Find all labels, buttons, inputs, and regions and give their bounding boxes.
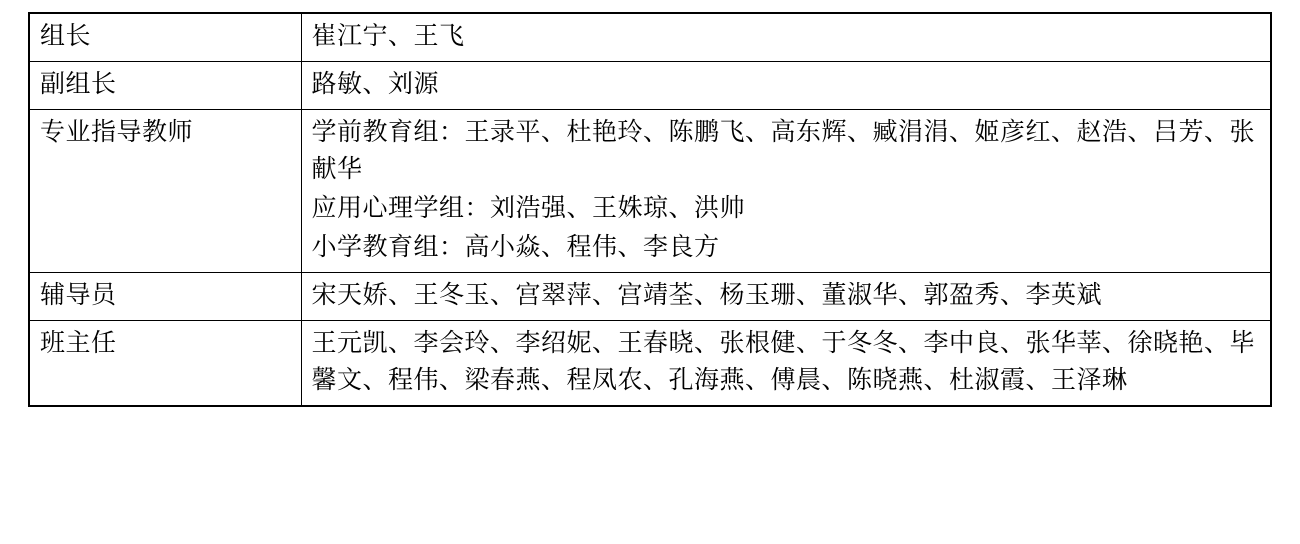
value-line: 路敏、刘源 [311, 71, 440, 98]
row-value-deputy-leader [301, 62, 1271, 110]
value-line: 王元凯、李会玲、李绍妮、王春晓、张根健、于冬冬、李中良、张华莘、徐晓艳、毕馨文、程伟、梁春燕、程凤农、孔海燕、傅晨、陈晓燕、杜淑霞、王泽琳 [311, 330, 1256, 394]
table-row [29, 273, 1271, 321]
roster-table [28, 12, 1272, 407]
value-line: 学前教育组：王录平、杜艳玲、陈鹏飞、高东辉、臧涓涓、姬彦红、赵浩、吕芳、张献华 [311, 119, 1256, 183]
row-label-deputy-leader: 副组长 [29, 62, 301, 110]
roster-table-body [29, 13, 1271, 406]
table-row [29, 13, 1271, 62]
table-row [29, 321, 1271, 407]
value-line: 应用心理学组：刘浩强、王姝琼、洪帅 [311, 195, 746, 222]
value-line: 崔江宁、王飞 [311, 23, 465, 50]
row-label-group-leader: 组长 [29, 13, 301, 62]
row-value-head-teachers [301, 321, 1271, 407]
value-line: 宋天娇、王冬玉、宫翠萍、宫靖荃、杨玉珊、董淑华、郭盈秀、李英斌 [311, 282, 1103, 309]
value-line: 小学教育组：高小焱、程伟、李良方 [311, 234, 720, 261]
table-row [29, 62, 1271, 110]
row-value-group-leader [301, 13, 1271, 62]
row-label-counselors: 辅导员 [29, 273, 301, 321]
row-label-professional-advisors: 专业指导教师 [29, 110, 301, 273]
row-value-counselors [301, 273, 1271, 321]
table-row [29, 110, 1271, 273]
row-value-professional-advisors [301, 110, 1271, 273]
row-label-head-teachers: 班主任 [29, 321, 301, 407]
